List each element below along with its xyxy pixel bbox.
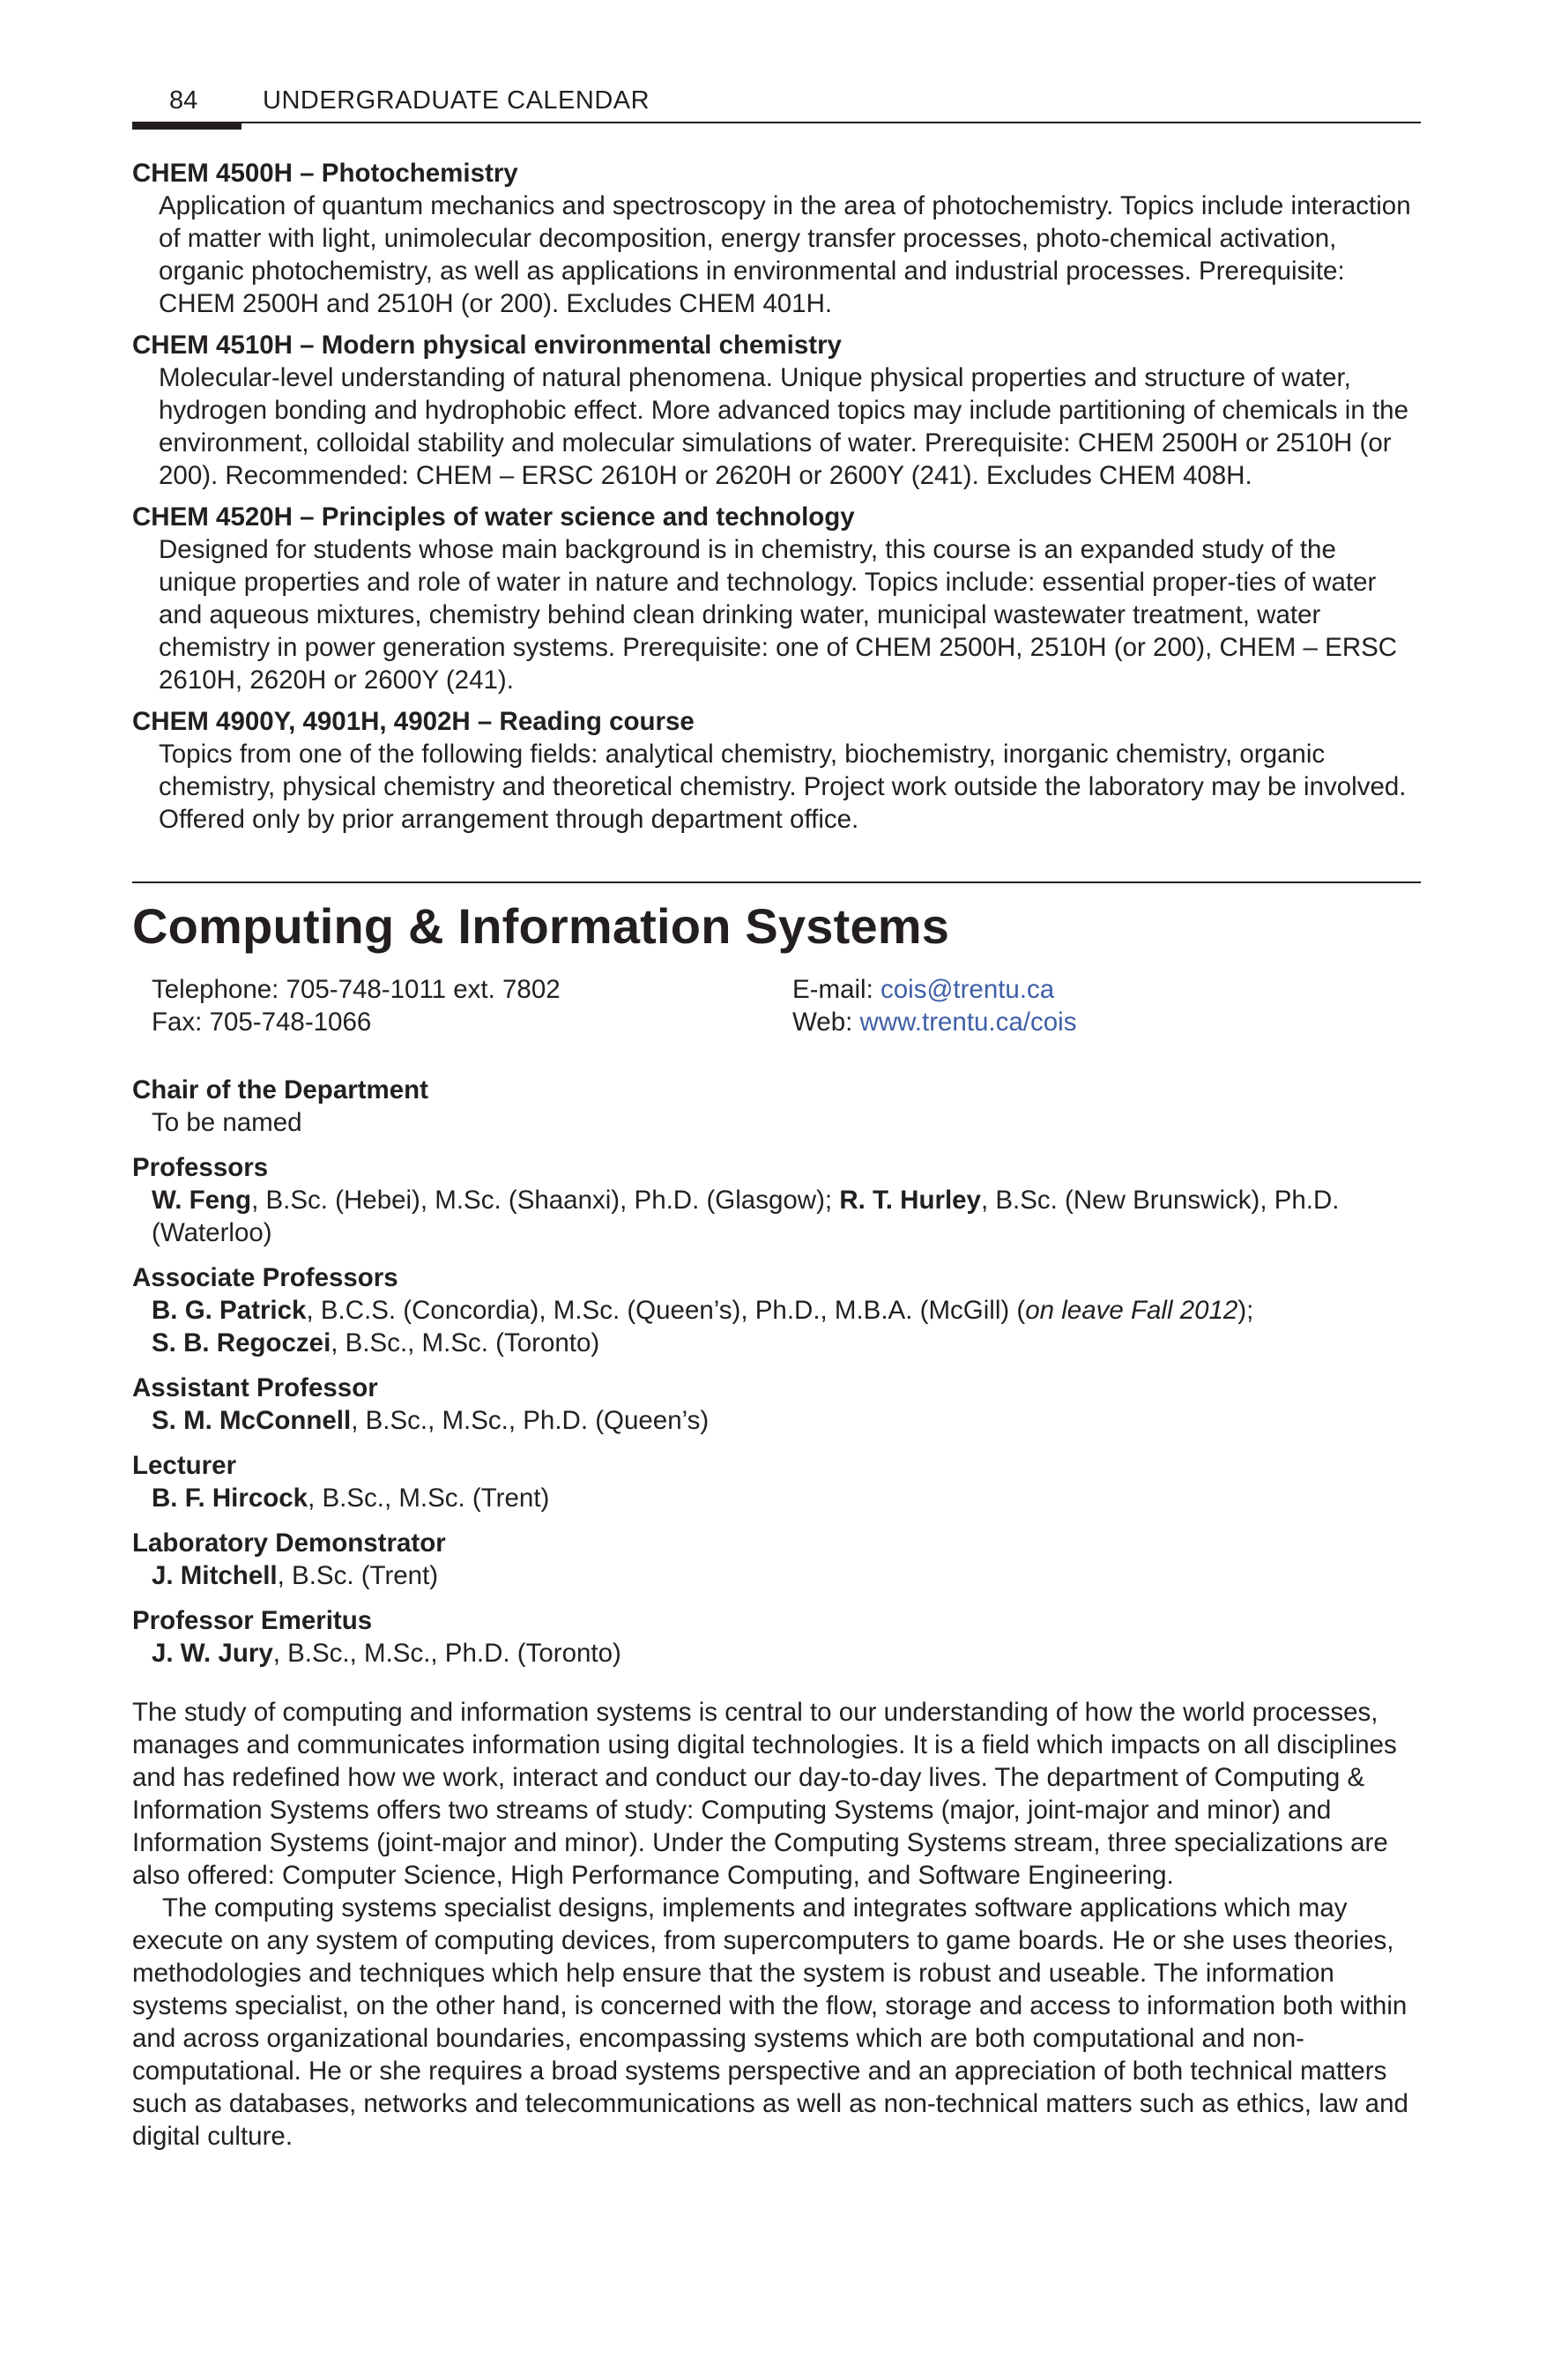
- section-divider: [132, 881, 1421, 883]
- header-tab: [132, 122, 241, 130]
- course-description: Topics from one of the following fields: analytical chemistry, biochemistry, inorganic chemistry, organic chemistry, physical chemistry and theoretical chemistry. Project work outside the laboratory may be involved. Offered only by prior arrangement through department office.: [159, 740, 1407, 834]
- course-title: CHEM 4900Y, 4901H, 4902H – Reading course: [132, 707, 695, 736]
- person-credentials: , B.Sc., M.Sc. (Trent): [308, 1484, 550, 1513]
- course-description: Application of quantum mechanics and spectroscopy in the area of photochemistry. Topics include interaction of matter with light, unimolecular decomposition, energy transfer processes, photo-chemical activation, organic photochemistry, as well as applications in environmental and industrial processes. Prerequisite: CHEM 2500H and 2510H (or 200). Excludes CHEM 401H.: [159, 191, 1411, 318]
- section-title: Computing & Information Systems: [132, 898, 950, 954]
- person-name: R. T. Hurley: [839, 1186, 981, 1215]
- web-line: [792, 1006, 1409, 1038]
- person-credentials: , B.Sc. (New Brunswick), Ph.D. (Waterloo): [152, 1186, 1340, 1247]
- fax: Fax: 705-748-1066: [152, 1008, 372, 1037]
- role-members: [152, 1184, 1421, 1249]
- role-title: Professors: [132, 1153, 269, 1182]
- contact-web-column: [792, 973, 1409, 1038]
- web-link[interactable]: www.trentu.ca/cois: [859, 1008, 1077, 1037]
- person-credentials: , B.Sc. (Hebei), M.Sc. (Shaanxi), Ph.D. (Glasgow);: [251, 1186, 840, 1215]
- person-name: S. M. McConnell: [152, 1406, 352, 1435]
- running-title: UNDERGRADUATE CALENDAR: [263, 86, 650, 115]
- email-label: E-mail:: [792, 975, 881, 1004]
- course-title: CHEM 4520H – Principles of water science and technology: [132, 502, 855, 532]
- role-chair: [132, 1074, 1421, 1139]
- role-title: Lecturer: [132, 1451, 237, 1480]
- role-members: [152, 1482, 1421, 1514]
- person-name: W. Feng: [152, 1186, 252, 1215]
- course-entry: [132, 501, 1421, 696]
- course-description: Designed for students whose main background is in chemistry, this course is an expanded study of the unique properties and role of water in nature and technology. Topics include: essential proper-ties of water and aqueous mixtures, chemistry behind clean drinking water, municipal wastewater treatment, water chemistry in power generation systems. Prerequisite: one of CHEM 2500H, 2510H (or 200), CHEM – ERSC 2610H, 2620H or 2600Y (241).: [159, 535, 1398, 695]
- contact-block: [132, 973, 1421, 1038]
- page-number: 84: [169, 86, 198, 115]
- course-entry: [132, 157, 1421, 320]
- person-credentials: , B.Sc., M.Sc., Ph.D. (Queen’s): [351, 1406, 710, 1435]
- course-entry: [132, 705, 1421, 836]
- role-members: To be named: [152, 1108, 302, 1137]
- person-name: B. F. Hircock: [152, 1484, 308, 1513]
- role-lab-demonstrator: [132, 1527, 1421, 1592]
- role-title: Associate Professors: [132, 1263, 398, 1292]
- person-name: J. W. Jury: [152, 1639, 273, 1668]
- page-content: [132, 157, 1421, 2153]
- person-name: J. Mitchell: [152, 1561, 278, 1590]
- person-name: S. B. Regoczei: [152, 1328, 331, 1357]
- role-title: Professor Emeritus: [132, 1606, 373, 1635]
- leave-note: on leave Fall 2012: [1025, 1296, 1238, 1325]
- email-line: [792, 973, 1409, 1006]
- role-professor-emeritus: [132, 1604, 1421, 1670]
- intro-paragraph: The computing systems specialist designs, implements and integrates software applications which may execute on any system of computing devices, from supercomputers to game boards. He or she uses theories, methodologies and techniques which help ensure that the system is robust and useable. The information systems specialist, on the other hand, is concerned with the flow, storage and access to information both within and across organizational boundaries, encompassing systems which are both computational and non-computational. He or she requires a broad systems perspective and an appreciation of both technical matters such as databases, networks and telecommunications as well as non-technical matters such as ethics, law and digital culture.: [132, 1893, 1408, 2151]
- telephone: Telephone: 705-748-1011 ext. 7802: [152, 975, 561, 1004]
- person-credentials: , B.Sc., M.Sc., Ph.D. (Toronto): [272, 1639, 621, 1668]
- person-credentials: , B.C.S. (Concordia), M.Sc. (Queen’s), Ph.D., M.B.A. (McGill) (: [306, 1296, 1026, 1325]
- role-members: [152, 1559, 1421, 1592]
- web-label: Web:: [792, 1008, 860, 1037]
- person-credentials-end: );: [1237, 1296, 1254, 1325]
- header-rule: [132, 122, 1421, 123]
- email-link[interactable]: cois@trentu.ca: [880, 975, 1055, 1004]
- role-members: [152, 1294, 1421, 1359]
- role-professors: [132, 1151, 1421, 1249]
- role-title: Laboratory Demonstrator: [132, 1528, 446, 1558]
- role-members: [152, 1637, 1421, 1670]
- person-name: B. G. Patrick: [152, 1296, 307, 1325]
- role-title: Assistant Professor: [132, 1373, 378, 1402]
- course-entry: [132, 329, 1421, 492]
- role-title: Chair of the Department: [132, 1075, 429, 1104]
- contact-phone-column: [152, 973, 792, 1038]
- course-title: CHEM 4510H – Modern physical environmental chemistry: [132, 331, 842, 360]
- running-header: [132, 81, 1421, 125]
- role-associate-professors: [132, 1261, 1421, 1359]
- person-credentials: , B.Sc. (Trent): [277, 1561, 439, 1590]
- role-assistant-professor: [132, 1372, 1421, 1437]
- course-description: Molecular-level understanding of natural phenomena. Unique physical properties and structure of water, hydrogen bonding and hydrophobic effect. More advanced topics may include partitioning of chemicals in the environment, colloidal stability and molecular simulations of water. Prerequisite: CHEM 2500H or 2510H (or 200). Recommended: CHEM – ERSC 2610H or 2620H or 2600Y (241). Excludes CHEM 408H.: [159, 363, 1408, 490]
- intro-paragraph: The study of computing and information systems is central to our understanding of how the world processes, manages and communicates information using digital technologies. It is a field which impacts on all disciplines and has redefined how we work, interact and conduct our day-to-day lives. The department of Computing & Information Systems offers two streams of study: Computing Systems (major, joint-major and minor) and Information Systems (joint-major and minor). Under the Computing Systems stream, three specializations are also offered: Computer Science, High Performance Computing, and Software Engineering.: [132, 1698, 1397, 1890]
- department-intro: [132, 1696, 1421, 2153]
- role-members: [152, 1404, 1421, 1437]
- role-lecturer: [132, 1449, 1421, 1514]
- course-title: CHEM 4500H – Photochemistry: [132, 159, 518, 188]
- person-credentials: , B.Sc., M.Sc. (Toronto): [331, 1328, 600, 1357]
